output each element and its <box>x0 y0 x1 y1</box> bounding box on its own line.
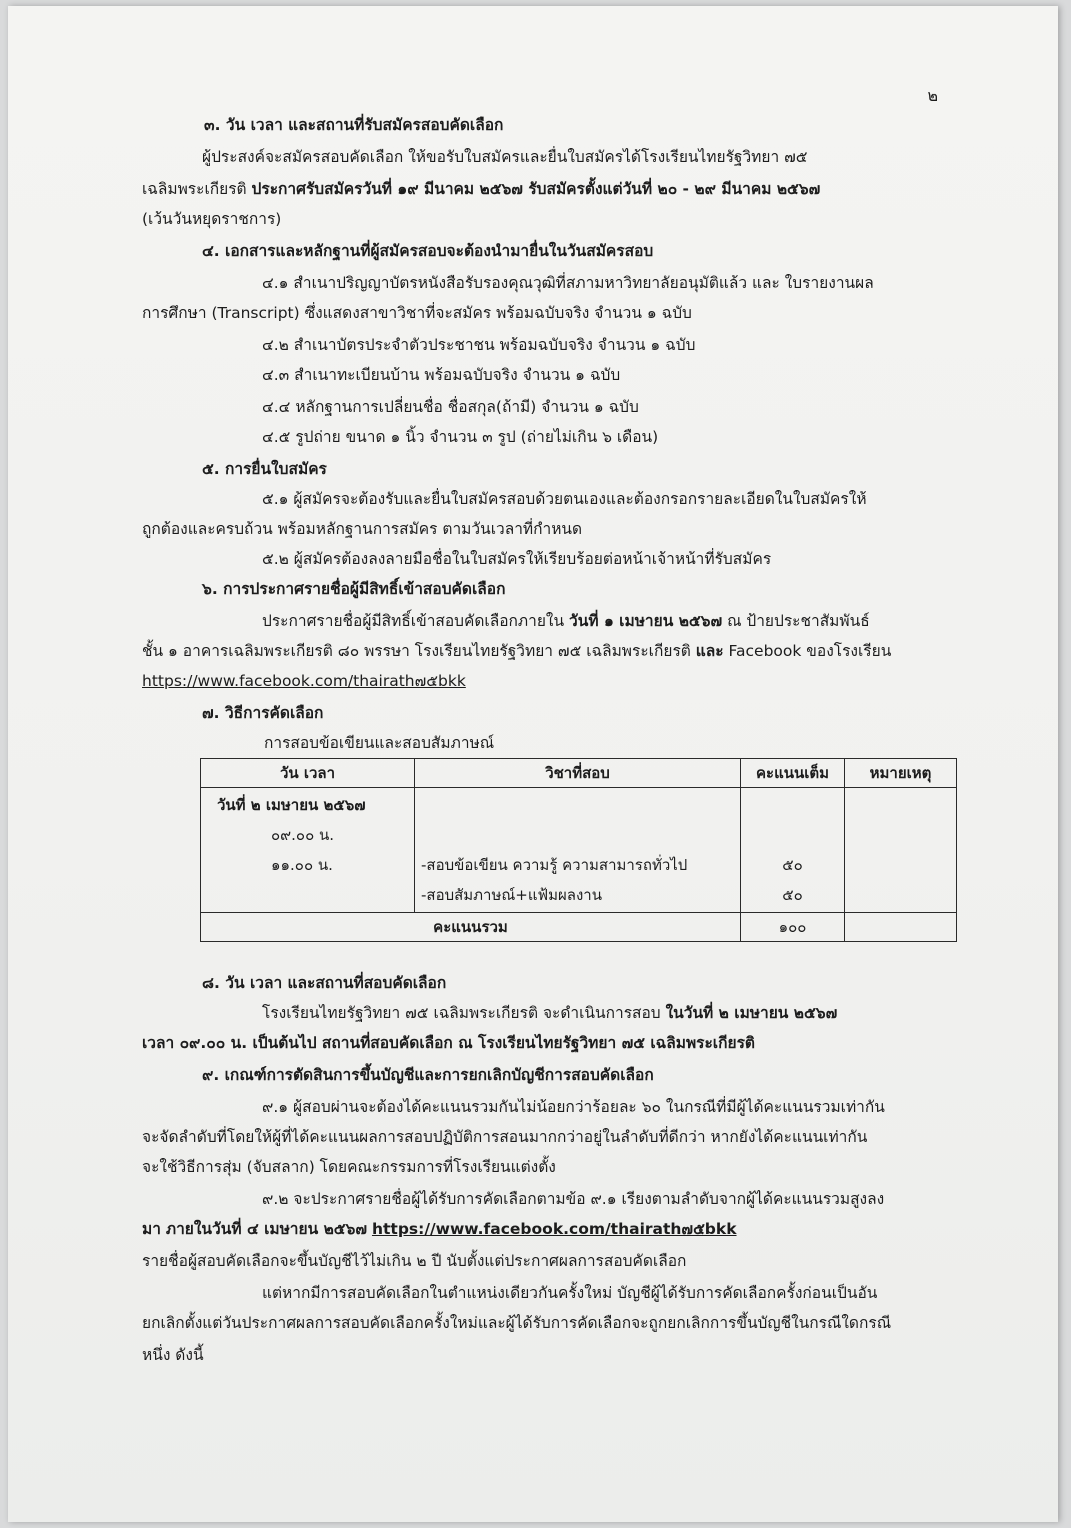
table-total-row <box>201 913 957 942</box>
date-time-cell <box>201 788 415 913</box>
section-9-result-date: ภายในวันที่ ๔ เมษายน ๒๕๖๗ <box>165 1220 368 1238</box>
section-9-item-2-line-3: รายชื่อผู้สอบคัดเลือกจะขึ้นบัญชีไว้ไม่เกิน ๒ ปี นับตั้งแต่ประกาศผลการสอบคัดเลือก <box>142 1252 687 1270</box>
total-remarks <box>845 913 957 942</box>
exam-time-2: ๑๑.๐๐ น. <box>271 856 333 874</box>
page-number: ๒ <box>927 86 938 105</box>
section-9-item-2-line-1: ๙.๒ จะประกาศรายชื่อผู้ได้รับการคัดเลือกตามข้อ ๙.๑ เรียงตามลำดับจากผู้ได้คะแนนรวมสูงลง <box>262 1190 885 1208</box>
section-4-item-2: ๔.๒ สำเนาบัตรประจำตัวประชาชน พร้อมฉบับจริง จำนวน ๑ ฉบับ <box>262 336 696 354</box>
section-4-item-5: ๔.๕ รูปถ่าย ขนาด ๑ นิ้ว จำนวน ๓ รูป (ถ่ายไม่เกิน ๖ เดือน) <box>262 428 659 446</box>
section-3-line-1: ผู้ประสงค์จะสมัครสอบคัดเลือก ให้ขอรับใบสมัครและยื่นใบสมัครได้โรงเรียนไทยรัฐวิทยา ๗๕ <box>202 148 808 166</box>
remarks-cell <box>845 788 957 913</box>
score-interview: ๕๐ <box>782 886 803 904</box>
header-remarks: หมายเหตุ <box>845 759 957 788</box>
section-9-para-line-3: หนึ่ง ดังนี้ <box>142 1346 204 1364</box>
section-9-item-1-line-3: จะใช้วิธีการสุ่ม (จับสลาก) โดยคณะกรรมการที่โรงเรียนแต่งตั้ง <box>142 1158 556 1176</box>
section-6-line-1 <box>262 610 870 632</box>
subject-cell <box>415 788 741 913</box>
section-8-heading: ๘. วัน เวลา และสถานที่สอบคัดเลือก <box>202 974 447 992</box>
score-cell <box>741 788 845 913</box>
section-5-item-1-line-2: ถูกต้องและครบถ้วน พร้อมหลักฐานการสมัคร ตามวันเวลาที่กำหนด <box>142 520 583 538</box>
exam-schedule-table <box>200 758 957 942</box>
exam-time-1: ๐๙.๐๐ น. <box>271 826 335 844</box>
section-9-item-2-prefix: มา <box>142 1220 161 1238</box>
score-written: ๕๐ <box>782 856 803 874</box>
section-6-line-2-facebook: Facebook ของโรงเรียน <box>728 642 892 660</box>
section-6-line-2-text: ชั้น ๑ อาคารเฉลิมพระเกียรติ ๘๐ พรรษา โรงเรียนไทยรัฐวิทยา ๗๕ เฉลิมพระเกียรติ <box>142 642 691 660</box>
subject-written: -สอบข้อเขียน ความรู้ ความสามารถทั่วไป <box>421 856 688 874</box>
facebook-link-2[interactable]: https://www.facebook.com/thairath๗๕bkk <box>371 1220 737 1238</box>
section-4-heading: ๔. เอกสารและหลักฐานที่ผู้สมัครสอบจะต้องนำมายื่นในวันสมัครสอบ <box>202 242 654 260</box>
section-6-line-2 <box>142 640 891 662</box>
section-4-item-1-line-2: การศึกษา (Transcript) ซึ่งแสดงสาขาวิชาที่จะสมัคร พร้อมฉบับจริง จำนวน ๑ ฉบับ <box>142 304 692 322</box>
total-label: คะแนนรวม <box>201 913 741 942</box>
header-subject: วิชาที่สอบ <box>415 759 741 788</box>
section-6-line-2-and: และ <box>695 642 724 660</box>
subject-interview: -สอบสัมภาษณ์+แฟ้มผลงาน <box>421 886 602 904</box>
section-6-announcement-date: วันที่ ๑ เมษายน ๒๕๖๗ <box>569 612 723 630</box>
section-9-para-line-2: ยกเลิกตั้งแต่วันประกาศผลการสอบคัดเลือกครั้งใหม่และผู้ได้รับการคัดเลือกจะถูกยกเลิกการขึ้นบัญชีในกรณีใดกรณี <box>142 1314 892 1332</box>
section-8-exam-date: ในวันที่ ๒ เมษายน ๒๕๖๗ <box>665 1004 838 1022</box>
document-page <box>8 6 1058 1522</box>
section-9-item-1-line-2: จะจัดลำดับที่โดยให้ผู้ที่ได้คะแนนผลการสอบปฏิบัติการสอนมากกว่าอยู่ในลำดับที่ดีกว่า หากยังได้คะแนนเท่ากัน <box>142 1128 868 1146</box>
section-8-line-2: เวลา ๐๙.๐๐ น. เป็นต้นไป สถานที่สอบคัดเลือก ณ โรงเรียนไทยรัฐวิทยา ๗๕ เฉลิมพระเกียรติ <box>142 1034 755 1052</box>
section-6-line-1-text: ประกาศรายชื่อผู้มีสิทธิ์เข้าสอบคัดเลือกภายใน <box>262 612 565 630</box>
section-4-item-3: ๔.๓ สำเนาทะเบียนบ้าน พร้อมฉบับจริง จำนวน ๑ ฉบับ <box>262 366 621 384</box>
exam-date: วันที่ ๒ เมษายน ๒๕๖๗ <box>217 796 366 814</box>
section-7-heading: ๗. วิธีการคัดเลือก <box>202 704 324 722</box>
section-8-line-1-text: โรงเรียนไทยรัฐวิทยา ๗๕ เฉลิมพระเกียรติ จะดำเนินการสอบ <box>262 1004 661 1022</box>
section-6-line-1-location: ณ ป้ายประชาสัมพันธ์ <box>727 612 870 630</box>
section-3-application-dates: ประกาศรับสมัครวันที่ ๑๙ มีนาคม ๒๕๖๗ รับสมัครตั้งแต่วันที่ ๒๐ - ๒๙ มีนาคม ๒๕๖๗ <box>251 180 821 198</box>
section-3-line-2 <box>142 178 820 200</box>
section-9-item-2-line-2 <box>142 1218 737 1240</box>
section-3-line-3: (เว้นวันหยุดราชการ) <box>142 210 282 228</box>
section-5-heading: ๕. การยื่นใบสมัคร <box>202 460 327 478</box>
section-4-item-1-line-1: ๔.๑ สำเนาปริญญาบัตรหนังสือรับรองคุณวุฒิที่สภามหาวิทยาลัยอนุมัติแล้ว และ ใบรายงานผล <box>262 274 874 292</box>
section-9-para-line-1: แต่หากมีการสอบคัดเลือกในตำแหน่งเดียวกันครั้งใหม่ บัญชีผู้ได้รับการคัดเลือกครั้งก่อนเป็นอัน <box>262 1284 878 1302</box>
section-4-item-4: ๔.๔ หลักฐานการเปลี่ยนชื่อ ชื่อสกุล(ถ้ามี) จำนวน ๑ ฉบับ <box>262 398 639 416</box>
section-5-item-1-line-1: ๕.๑ ผู้สมัครจะต้องรับและยื่นใบสมัครสอบด้วยตนเองและต้องกรอกรายละเอียดในใบสมัครให้ <box>262 490 867 508</box>
section-6-heading: ๖. การประกาศรายชื่อผู้มีสิทธิ์เข้าสอบคัดเลือก <box>202 580 506 598</box>
section-8-line-1 <box>262 1002 837 1024</box>
header-full-score: คะแนนเต็ม <box>741 759 845 788</box>
table-row <box>201 788 957 913</box>
section-7-subheading: การสอบข้อเขียนและสอบสัมภาษณ์ <box>264 734 495 752</box>
section-9-heading: ๙. เกณฑ์การตัดสินการขึ้นบัญชีและการยกเลิกบัญชีการสอบคัดเลือก <box>202 1066 654 1084</box>
section-3-heading: ๓. วัน เวลา และสถานที่รับสมัครสอบคัดเลือก <box>204 116 504 134</box>
section-3-line-2-prefix: เฉลิมพระเกียรติ <box>142 180 247 198</box>
section-9-item-1-line-1: ๙.๑ ผู้สอบผ่านจะต้องได้คะแนนรวมกันไม่น้อยกว่าร้อยละ ๖๐ ในกรณีที่มีผู้ได้คะแนนรวมเท่ากัน <box>262 1098 885 1116</box>
section-5-item-2: ๕.๒ ผู้สมัครต้องลงลายมือชื่อในใบสมัครให้เรียบร้อยต่อหน้าเจ้าหน้าที่รับสมัคร <box>262 550 772 568</box>
total-score: ๑๐๐ <box>741 913 845 942</box>
facebook-link[interactable]: https://www.facebook.com/thairath๗๕bkk <box>142 672 466 690</box>
header-date-time: วัน เวลา <box>201 759 415 788</box>
table-header-row <box>201 759 957 788</box>
